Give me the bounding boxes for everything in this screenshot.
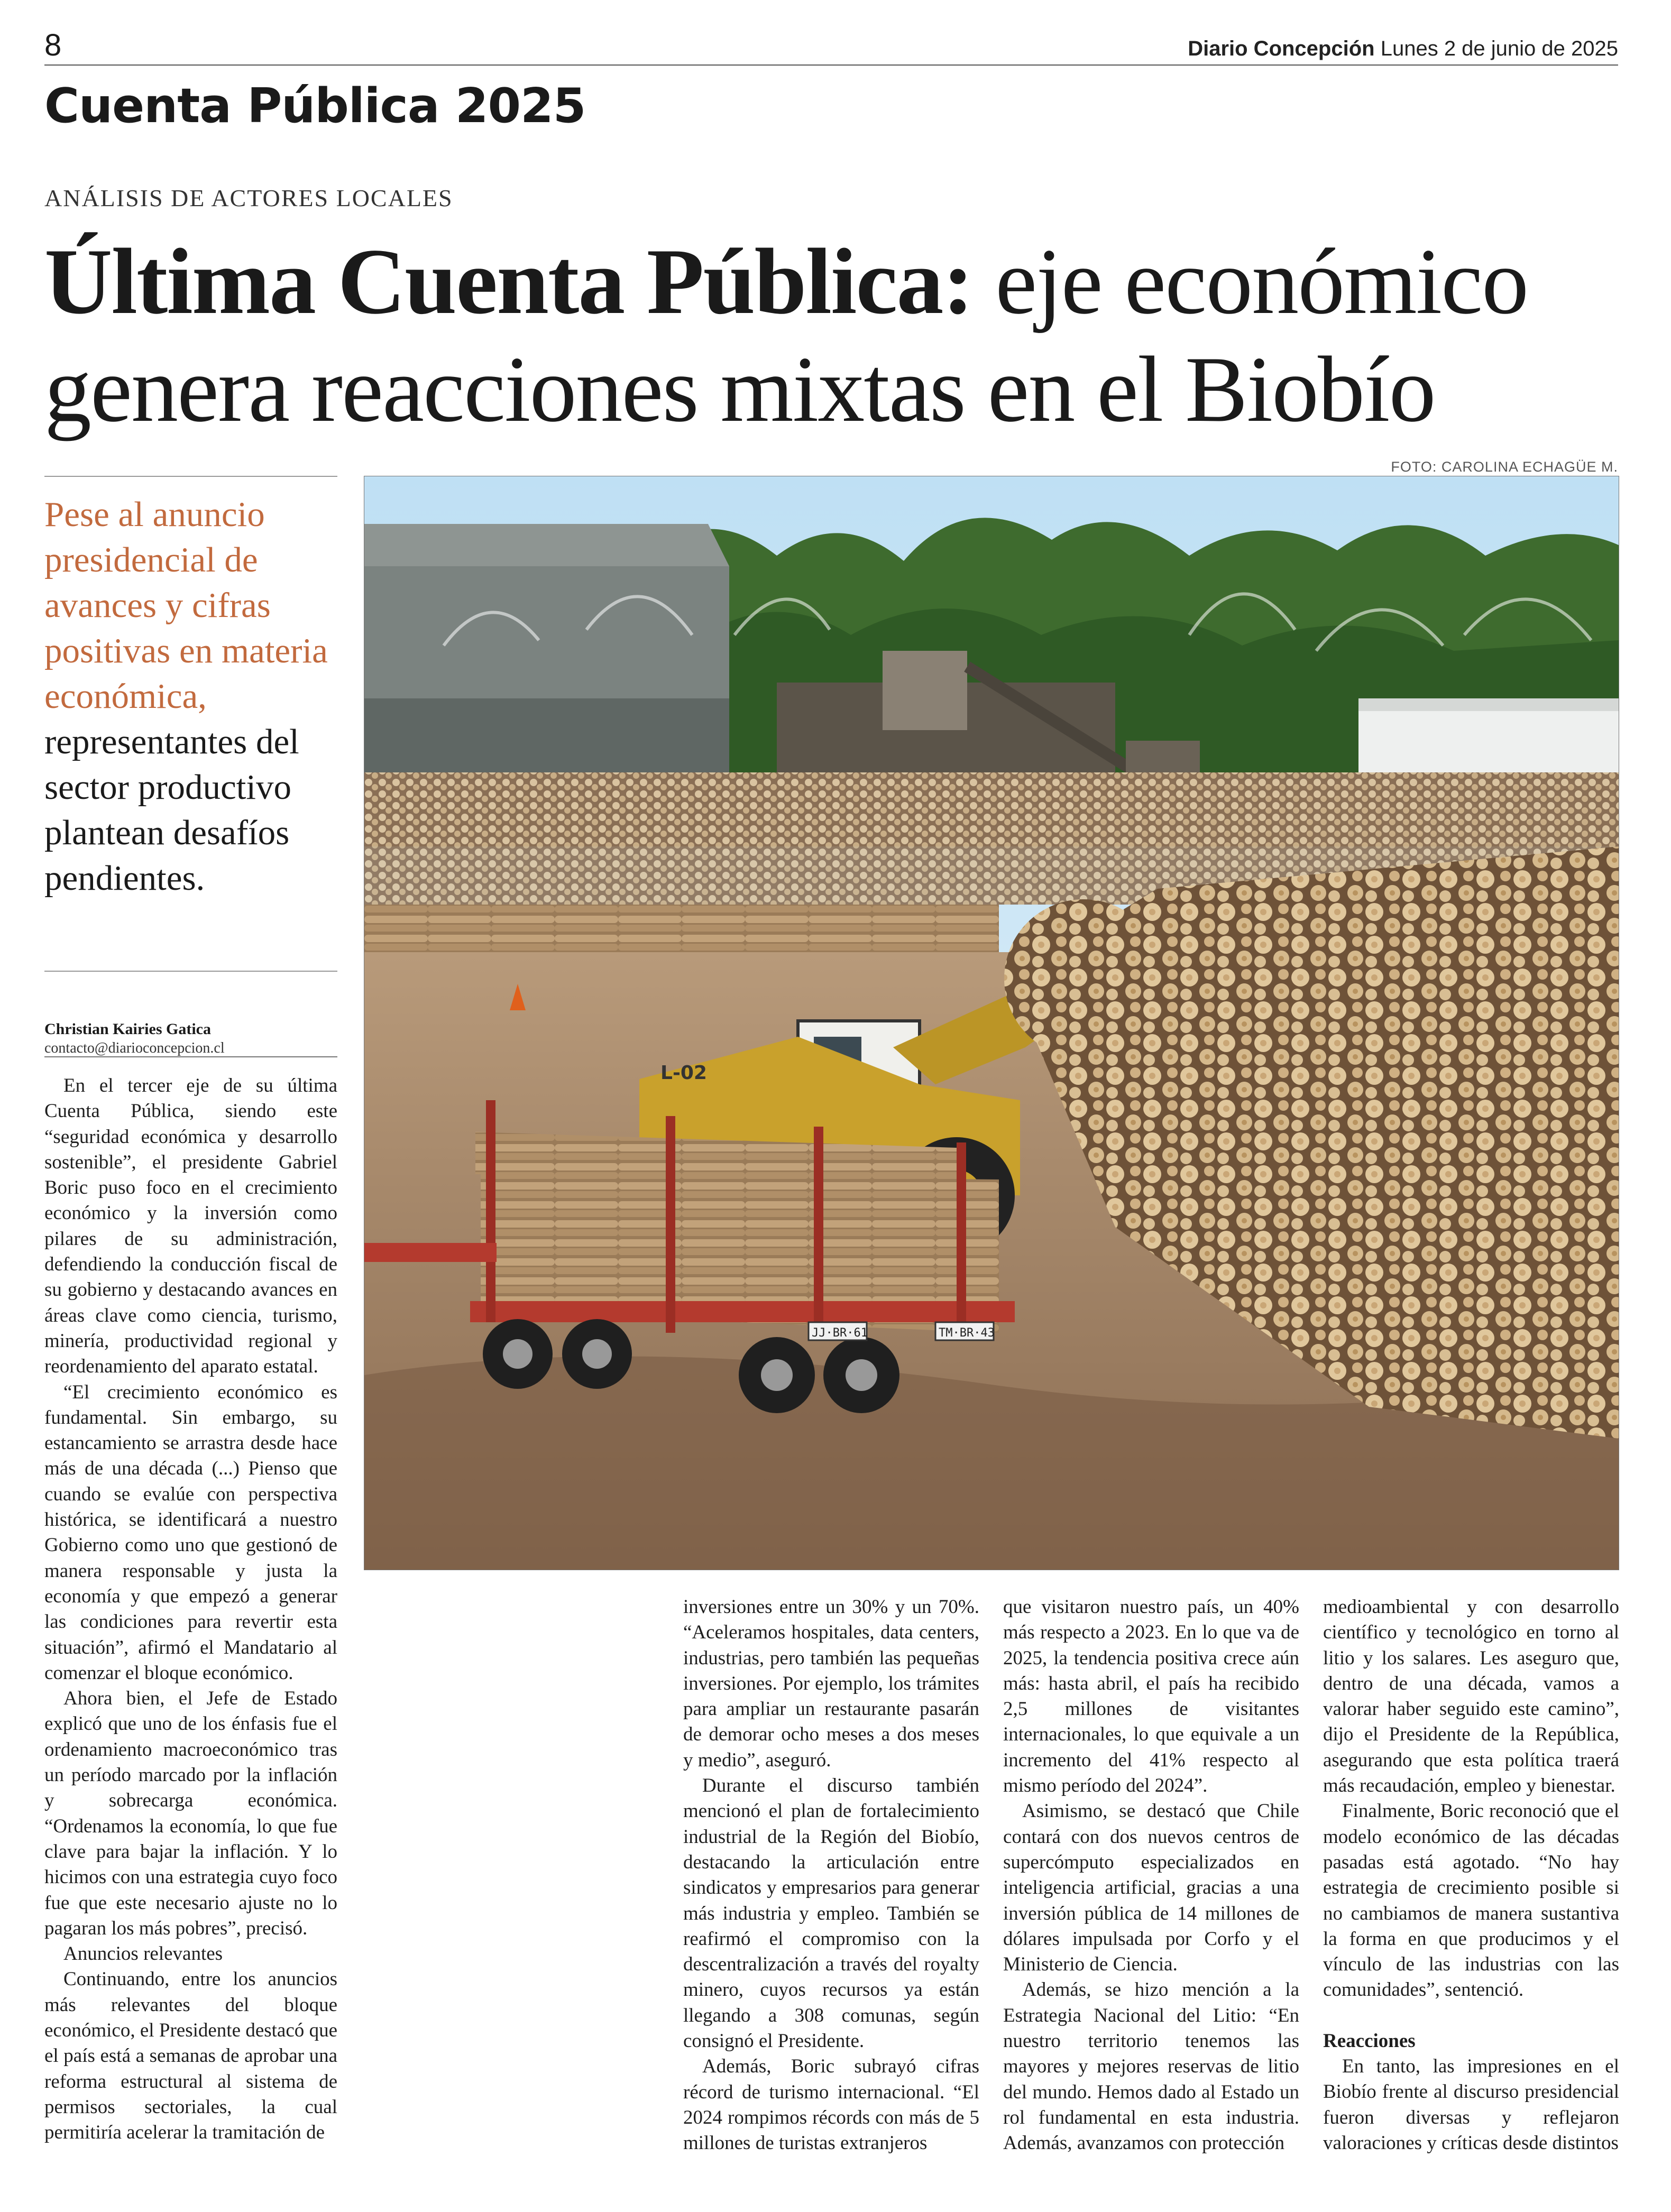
issue-date: Lunes 2 de junio de 2025 (1380, 37, 1618, 60)
truck-plate-right: TM·BR·43 (939, 1326, 995, 1340)
paragraph: que visitaron nuestro país, un 40% más respecto a 2023. En lo que va de 2025, la tendencia positiva crece aún más: hasta abril, el país ha recibido 2,5 millones de visitantes internacionales, lo que equivale a un incremento del 41% respecto al mismo período del 2024”. (1003, 1596, 1299, 1797)
deck-rest: representantes del sector productivo plantean desafíos pendientes. (44, 722, 299, 898)
section-title: Cuenta Pública 2025 (44, 78, 586, 134)
paragraph: Durante el discurso también mencionó el plan de fortalecimiento industrial de la Región del Biobío, destacando la articulación entre sindicatos y empresarios para generar más industria y empleo. También se reafirmó el compromiso con la descentralización a través del royalty minero, cuyos recursos ya están llegando a 308 comunas, según consignó el Presidente. (683, 1775, 979, 2052)
page-number: 8 (44, 28, 62, 62)
subheading-reacciones: Reacciones (1323, 2030, 1416, 2052)
lumber-yard-photo (364, 476, 1619, 1570)
paragraph: Además, Boric subrayó cifras récord de turismo internacional. “El 2024 rompimos récords con más de 5 millones de turistas extranjeros (683, 2056, 979, 2154)
deck-accent: Pese al anuncio presidencial de avances y cifras positivas en materia económica, (44, 495, 328, 716)
byline-name: Christian Kairies Gatica (44, 1020, 211, 1038)
headline-rest: eje económico genera reacciones mixtas en el Biobío (44, 229, 1528, 441)
deck-top-rule (44, 476, 337, 477)
paragraph: Además, se hizo mención a la Estrategia Nacional del Litio: “En nuestro territorio tenemos las mayores y mejores reservas de litio del mundo. Hemos dado al Estado un rol fundamental en esta industria. Además, avanzamos con protección (1003, 1979, 1299, 2154)
column-3 (1003, 1595, 1299, 2156)
paper-name: Diario Concepción (1188, 37, 1375, 60)
deck (44, 492, 341, 901)
paragraph: “El crecimiento económico es fundamental. Sin embargo, su estancamiento se arrastra desde hace más de una década (...) Pienso que cuando se evalúe con perspectiva histórica, se identificará a nuestro Gobierno como uno que gestionó de manera responsable y justa la economía y que empezó a generar las condiciones para revertir esta situación”, afirmó el Mandatario al comenzar el bloque económico. (44, 1381, 337, 1684)
column-2 (683, 1595, 979, 2156)
byline-rule (44, 1056, 337, 1057)
headline-strong: Última Cuenta Pública: (44, 229, 973, 334)
deck-bottom-rule (44, 971, 337, 972)
paragraph: En el tercer eje de su última Cuenta Pública, siendo este “seguridad económica y desarrollo sostenible”, el presidente Gabriel Boric puso foco en el crecimiento económico y la inversión como pilares de su administración, defendiendo la conducción fiscal de su gobierno y destacando avances en áreas clave como ciencia, turismo, minería, productividad regional y reordenamiento del aparato estatal. (44, 1075, 337, 1378)
paragraph: medioambiental y con desarrollo científico y tecnológico en torno al litio y los salares. Les aseguro que, dentro de una década, vamos a valorar haber seguido este camino”, dijo el Presidente de la República, asegurando que esta política traerá más recaudación, empleo y bienestar. (1323, 1596, 1619, 1797)
masthead (1188, 37, 1618, 61)
headline (44, 227, 1631, 443)
paragraph: Continuando, entre los anuncios más relevantes del bloque económico, el Presidente destacó que el país está a semanas de aprobar una reforma estructural al sistema de permisos sectoriales, la cual permitiría acelerar la tramitación de (44, 1968, 337, 2144)
photo-credit: FOTO: CAROLINA ECHAGÜE M. (1391, 459, 1618, 475)
paragraph: En tanto, las impresiones en el Biobío frente al discurso presidencial fueron diversas y reflejaron valoraciones y críticas desde distintos (1323, 2056, 1619, 2154)
paragraph: Ahora bien, el Jefe de Estado explicó que uno de los énfasis fue el ordenamiento macroeconómico tras un período marcado por la inflación y sobrecarga económica. “Ordenamos la economía, lo que fue clave para bajar la inflación. Y lo hicimos con una estrategia cuyo foco fue que este necesario ajuste no lo pagaran los más pobres”, precisó. (44, 1688, 337, 1939)
byline-email: contacto@diarioconcepcion.cl (44, 1040, 225, 1056)
paragraph: inversiones entre un 30% y un 70%. “Aceleramos hospitales, data centers, industrias, pero también las pequeñas inversiones. Por ejemplo, los trámites para ampliar un restaurante pasarán de demorar ocho meses a dos meses y medio”, aseguró. (683, 1596, 979, 1771)
column-1 (44, 1073, 337, 2145)
loader-number: L-02 (660, 1062, 707, 1084)
header-rule (44, 64, 1618, 66)
truck-plate-left: JJ·BR·61 (812, 1326, 868, 1340)
paragraph: Asimismo, se destacó que Chile contará con dos nuevos centros de supercómputo especializados en inteligencia artificial, gracias a una inversión pública de 14 millones de dólares impulsada por Corfo y el Ministerio de Ciencia. (1003, 1800, 1299, 1976)
kicker: ANÁLISIS DE ACTORES LOCALES (44, 185, 453, 211)
subheading-anuncios: Anuncios relevantes (63, 1943, 223, 1965)
column-4 (1323, 1595, 1619, 2156)
paragraph: Finalmente, Boric reconoció que el modelo económico de las décadas pasadas está agotado. “No hay estrategia de crecimiento posible si no cambiamos de manera sustantiva la forma en que producimos y el vínculo de las industrias con las comunidades”, sentenció. (1323, 1800, 1619, 2001)
